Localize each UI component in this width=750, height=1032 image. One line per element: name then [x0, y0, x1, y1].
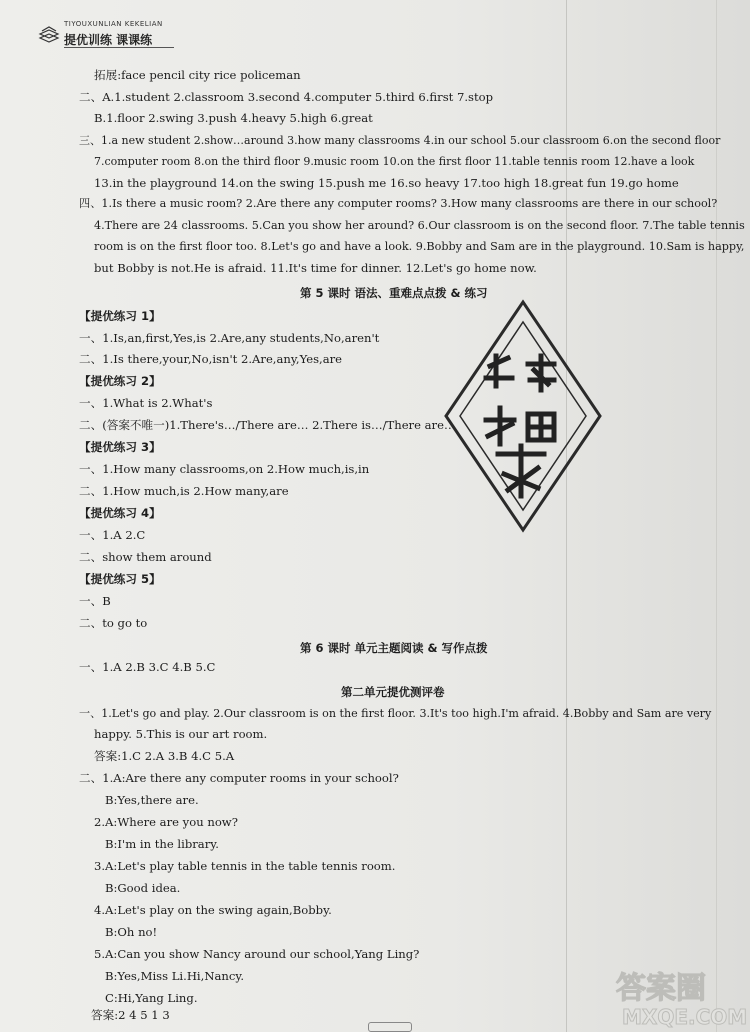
answer-line: 7.computer room 8.on the third floor 9.music room 10.on the first floor 11.table tennis room 12.have a look: [94, 155, 695, 168]
answer-line: 一、1.How many classrooms,on 2.How much,is,in: [79, 462, 370, 476]
answer-line: B:Yes,Miss Li.Hi,Nancy.: [105, 969, 245, 983]
answer-line: B:Oh no!: [105, 925, 158, 939]
practice-heading: 【提优练习 2】: [79, 374, 161, 388]
answer-line: 13.in the playground 14.on the swing 15.push me 16.so heavy 17.too high 18.great fun 19.go home: [94, 176, 679, 190]
answer-line: 2.A:Where are you now?: [94, 815, 238, 829]
answer-line: 二、(答案不唯一)1.There's…/There are… 2.There is…/There are…: [79, 418, 456, 432]
answer-line: 二、1.How much,is 2.How many,are: [79, 484, 289, 498]
answer-line: 拓展:face pencil city rice policeman: [94, 68, 301, 82]
answer-line: 二、to go to: [79, 616, 148, 630]
lesson-5-title: 第 5 课时 语法、重难点点拨 & 练习: [300, 286, 488, 300]
answer-line: 一、1.Let's go and play. 2.Our classroom is on the first floor. 3.It's too high.I'm afraid. 4.Bobby and Sam are very: [79, 707, 712, 720]
answer-line: 四、1.Is there a music room? 2.Are there any computer rooms? 3.How many classrooms are there in our school?: [79, 197, 718, 210]
answer-line: but Bobby is not.He is afraid. 11.It's time for dinner. 12.Let's go home now.: [94, 261, 537, 275]
answer-line: 答案:2 4 5 1 3: [91, 1008, 170, 1022]
logo-underline: [64, 47, 174, 48]
book-logo: [38, 20, 168, 54]
book-stack-icon: [38, 26, 60, 44]
answer-line: 答案:1.C 2.A 3.B 4.C 5.A: [94, 749, 235, 763]
answer-line: 4.There are 24 classrooms. 5.Can you show her around? 6.Our classroom is on the second floor. 7.The table tennis: [94, 219, 745, 232]
answer-line: 一、B: [79, 594, 111, 608]
answer-line: 二、show them around: [79, 550, 212, 564]
page-fold-line-2: [716, 0, 717, 1032]
lesson-6-title: 第 6 课时 单元主题阅读 & 写作点拨: [300, 641, 488, 655]
practice-heading: 【提优练习 4】: [79, 506, 161, 520]
page-number-badge: [368, 1022, 412, 1032]
answer-line: 一、1.Is,an,first,Yes,is 2.Are,any students,No,aren't: [79, 331, 380, 345]
answer-line: B:Good idea.: [105, 881, 181, 895]
practice-heading: 【提优练习 5】: [79, 572, 161, 586]
answer-line: 3.A:Let's play table tennis in the table tennis room.: [94, 859, 396, 873]
answer-line: 一、1.What is 2.What's: [79, 396, 213, 410]
answer-line: 5.A:Can you show Nancy around our school,Yang Ling?: [94, 947, 420, 961]
unit-test-title: 第二单元提优测评卷: [341, 685, 445, 699]
seal-stamp: [438, 296, 608, 536]
answer-line: 二、1.Is there,your,No,isn't 2.Are,any,Yes,are: [79, 352, 343, 366]
answer-line: B:Yes,there are.: [105, 793, 199, 807]
site-watermark: [612, 968, 748, 1030]
answer-line: 一、1.A 2.B 3.C 4.B 5.C: [79, 660, 216, 674]
answer-line: 二、1.A:Are there any computer rooms in your school?: [79, 771, 399, 785]
answer-line: happy. 5.This is our art room.: [94, 727, 268, 741]
answer-line: 三、1.a new student 2.show…around 3.how many classrooms 4.in our school 5.our classroom 6.on the second floor: [79, 134, 721, 147]
answer-line: B.1.floor 2.swing 3.push 4.heavy 5.high 6.great: [94, 111, 373, 125]
logo-pinyin: TIYOUXUNLIAN KEKELIAN: [64, 20, 163, 28]
answer-line: C:Hi,Yang Ling.: [105, 991, 198, 1005]
answer-line: 二、A.1.student 2.classroom 3.second 4.computer 5.third 6.first 7.stop: [79, 90, 494, 104]
svg-text:MXQE.COM: MXQE.COM: [622, 1005, 748, 1029]
answer-line: 一、1.A 2.C: [79, 528, 146, 542]
answer-line: room is on the first floor too. 8.Let's go and have a look. 9.Bobby and Sam are in the playground. 10.Sam is happy,: [94, 240, 745, 253]
practice-heading: 【提优练习 3】: [79, 440, 161, 454]
answer-line: 4.A:Let's play on the swing again,Bobby.: [94, 903, 332, 917]
svg-text:答案圈: 答案圈: [616, 971, 706, 1006]
logo-title: 提优训练 课课练: [64, 33, 153, 47]
answer-line: B:I'm in the library.: [105, 837, 219, 851]
practice-heading: 【提优练习 1】: [79, 309, 161, 323]
